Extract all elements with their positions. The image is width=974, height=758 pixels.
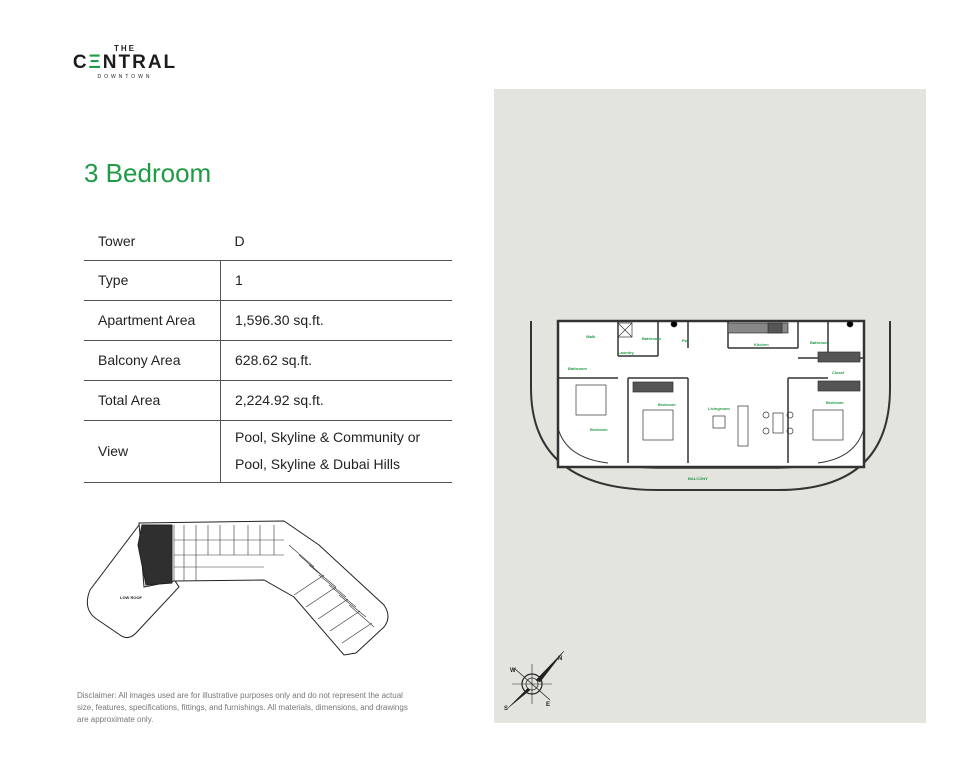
compass-n: N bbox=[558, 656, 563, 662]
spec-value: 1,596.30 sq.ft. bbox=[235, 312, 324, 328]
brand-logo bbox=[70, 44, 180, 80]
spec-row-view bbox=[84, 420, 452, 482]
disclaimer-text: Disclaimer: All images used are for illustrative purposes only and do not represent the actual size, features, specifications, fittings, and furnishings. All materials, dimensions, and drawings are approximate only. bbox=[77, 691, 408, 724]
room-bathroom-1: Bathroom bbox=[642, 336, 661, 341]
spec-row-total-area bbox=[84, 380, 452, 420]
logo-name-e: Ξ bbox=[88, 52, 103, 73]
spec-row-tower bbox=[84, 222, 452, 260]
compass-s: S bbox=[504, 706, 509, 712]
room-kitchen: Kitchen bbox=[754, 342, 769, 347]
spec-table bbox=[84, 222, 452, 483]
room-living: Livingroom bbox=[708, 406, 730, 411]
balcony-label: BALCONY bbox=[688, 476, 708, 481]
unit-type-heading: 3 Bedroom bbox=[84, 158, 212, 188]
compass-e: E bbox=[546, 702, 551, 708]
room-bathroom-2: Bathroom bbox=[568, 366, 587, 371]
spec-key: Apartment Area bbox=[84, 300, 221, 340]
room-closet: Closet bbox=[832, 370, 845, 375]
spec-key: View bbox=[84, 420, 221, 482]
view-line-1: Pool, Skyline & Community or bbox=[235, 429, 421, 445]
spec-key: Total Area bbox=[84, 380, 221, 420]
spec-value: D bbox=[234, 232, 245, 249]
room-bathroom-3: Bathroom bbox=[810, 340, 829, 345]
room-bedroom-1: Bedroom bbox=[590, 427, 608, 432]
room-bedroom-3: Bedroom bbox=[826, 400, 844, 405]
spec-value: 1 bbox=[235, 272, 243, 288]
spec-row-apartment-area bbox=[84, 300, 452, 340]
logo-name-start: C bbox=[72, 52, 89, 73]
room-laundry: Laundry bbox=[618, 350, 634, 355]
logo-name-end: NTRAL bbox=[102, 52, 178, 73]
low-roof-label: LOW ROOF bbox=[120, 595, 142, 600]
spec-key: Balcony Area bbox=[84, 340, 221, 380]
view-line-2: Pool, Skyline & Dubai Hills bbox=[235, 456, 400, 472]
spec-key: Type bbox=[84, 260, 221, 300]
spec-value: 628.62 sq.ft. bbox=[235, 352, 313, 368]
spec-value bbox=[221, 420, 453, 482]
spec-value: 2,224.92 sq.ft. bbox=[235, 392, 324, 408]
key-plan bbox=[84, 515, 394, 660]
floorplan bbox=[528, 318, 894, 496]
room-bedroom-2: Bedroom bbox=[658, 402, 676, 407]
compass-w: W bbox=[510, 668, 516, 674]
spec-key: Tower bbox=[98, 232, 136, 249]
spec-row-type bbox=[84, 260, 452, 300]
logo-name bbox=[70, 53, 180, 73]
logo-the: THE bbox=[114, 44, 136, 53]
logo-sub: DOWNTOWN bbox=[97, 74, 153, 80]
spec-row-balcony-area bbox=[84, 340, 452, 380]
compass-icon bbox=[500, 648, 570, 714]
room-walkin: Walk bbox=[586, 334, 596, 339]
room-powder: Pwr bbox=[682, 338, 690, 343]
